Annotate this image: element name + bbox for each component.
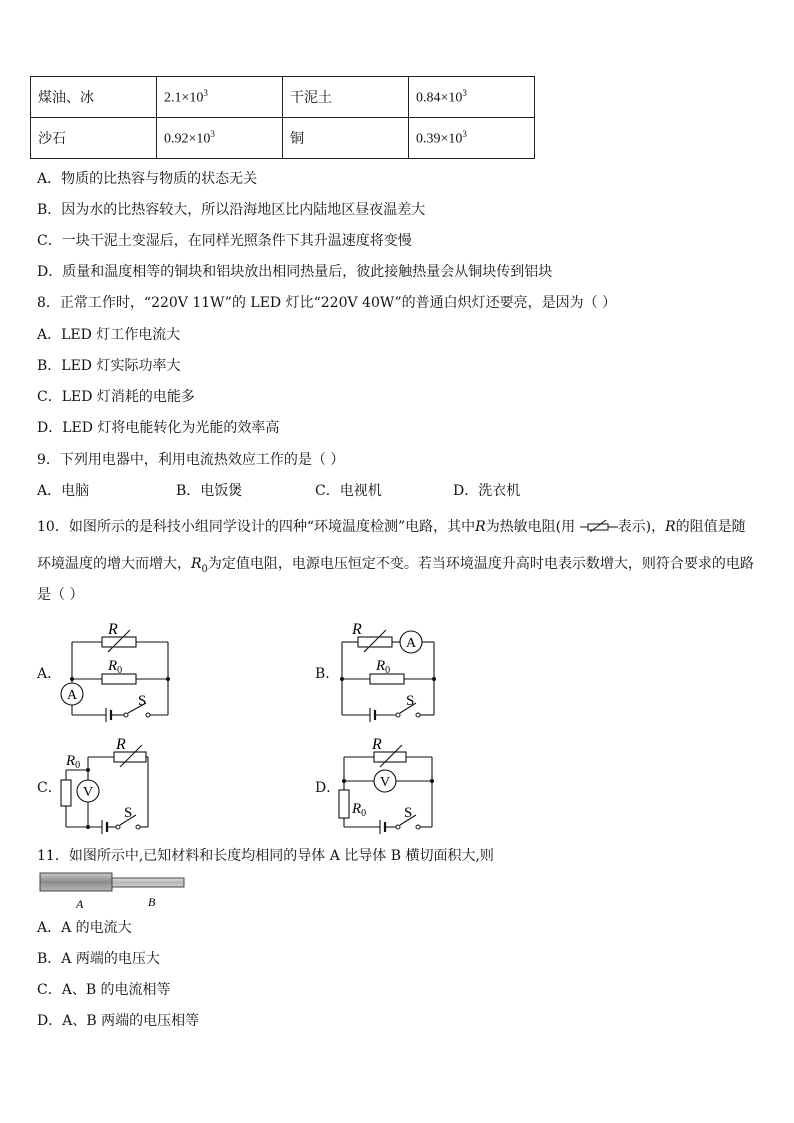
q11-stem: 11．如图所示中,已知材料和长度均相同的导体 A 比导体 B 横切面积大,则 <box>37 848 494 864</box>
switch-label-s: S <box>404 805 413 821</box>
q10-option-b-label: B． <box>315 666 340 682</box>
q8-option-d: D．LED 灯将电能转化为光能的效率高 <box>37 420 280 436</box>
q10-option-d-label: D． <box>315 780 341 796</box>
q10-stem-line3: 是（ ） <box>37 587 84 603</box>
table-cell: $0.84\times 10^3$ <box>409 77 535 118</box>
table-cell: 沙石 <box>31 118 157 159</box>
table-cell: 干泥土 <box>283 77 409 118</box>
table-cell: 铜 <box>283 118 409 159</box>
conductor-diagram <box>38 870 188 912</box>
table-cell: $0.92\times 10^3$ <box>157 118 283 159</box>
circuit-label-r0: $R_0$ <box>352 801 367 819</box>
switch-label-s: S <box>124 805 133 821</box>
circuit-label-r: R <box>108 621 118 638</box>
circuit-label-r: R <box>352 621 362 638</box>
thermistor-symbol-icon <box>580 519 618 533</box>
q8-option-c: C．LED 灯消耗的电能多 <box>37 389 195 405</box>
table-row <box>31 77 535 118</box>
circuit-label-r: R <box>116 736 126 753</box>
q9-option-b: B．电饭煲 <box>176 483 243 499</box>
circuit-label-r0: $R_0$ <box>376 658 391 676</box>
circuit-d-diagram <box>334 735 438 835</box>
q7-option-d: D．质量和温度相等的铜块和铝块放出相同热量后，彼此接触热量会从铜块传到铝块 <box>37 264 553 280</box>
ammeter-icon: A <box>406 636 417 651</box>
q11-option-d: D．A、B 两端的电压相等 <box>37 1013 200 1029</box>
circuit-label-r0: $R_0$ <box>108 658 123 676</box>
table-cell: $0.39\times 10^3$ <box>409 118 535 159</box>
q11-option-c: C．A、B 的电流相等 <box>37 982 171 998</box>
switch-label-s: S <box>406 693 415 709</box>
circuit-b-diagram <box>334 617 444 725</box>
circuit-a-diagram <box>58 617 178 725</box>
specific-heat-table <box>30 76 535 159</box>
q7-option-a: A．物质的比热容与物质的状态无关 <box>37 171 258 187</box>
q8-option-b: B．LED 灯实际功率大 <box>37 358 181 374</box>
table-cell: $2.1\times 10^3$ <box>157 77 283 118</box>
q7-option-c: C．一块干泥土变湿后，在同样光照条件下其升温速度将变慢 <box>37 233 412 249</box>
q8-stem: 8．正常工作时，“220V 11W”的 LED 灯比“220V 40W”的普通白炽灯还要亮，是因为（ ） <box>37 295 617 311</box>
ammeter-icon: A <box>67 688 78 703</box>
table-cell: 煤油、冰 <box>31 77 157 118</box>
circuit-c-diagram <box>58 735 158 835</box>
conductor-a <box>40 873 112 891</box>
q10-option-c-label: C． <box>37 780 62 796</box>
conductor-label-a: A <box>76 897 84 911</box>
conductor-b <box>112 878 184 887</box>
conductor-label-b: B <box>148 895 156 909</box>
voltmeter-icon: V <box>380 775 391 790</box>
voltmeter-icon: V <box>83 785 94 800</box>
q11-option-a: A．A 的电流大 <box>37 920 132 936</box>
switch-label-s: S <box>138 693 147 709</box>
table-row <box>31 118 535 159</box>
q9-stem: 9．下列用电器中，利用电流热效应工作的是（ ） <box>37 452 345 468</box>
q10-stem-line2: 环境温度的增大而增大，$R_0$为定值电阻，电源电压恒定不变。若当环境温度升高时电表示数增大，则符合要求的电路 <box>37 556 754 575</box>
circuit-label-r: R <box>372 736 382 753</box>
circuit-label-r0: $R_0$ <box>66 753 81 771</box>
q9-option-a: A．电脑 <box>37 483 90 499</box>
q11-option-b: B．A 两端的电压大 <box>37 951 160 967</box>
q9-option-d: D．洗衣机 <box>453 483 521 499</box>
q7-option-b: B．因为水的比热容较大，所以沿海地区比内陆地区昼夜温差大 <box>37 202 426 218</box>
q10-option-a-label: A． <box>37 666 62 682</box>
q10-stem-line1: 10．如图所示的是科技小组同学设计的四种“环境温度检测”电路，其中R为热敏电阻(用 表示)，R的阻值是随 <box>37 519 746 535</box>
q9-option-c: C．电视机 <box>315 483 382 499</box>
q8-option-a: A．LED 灯工作电流大 <box>37 327 181 343</box>
